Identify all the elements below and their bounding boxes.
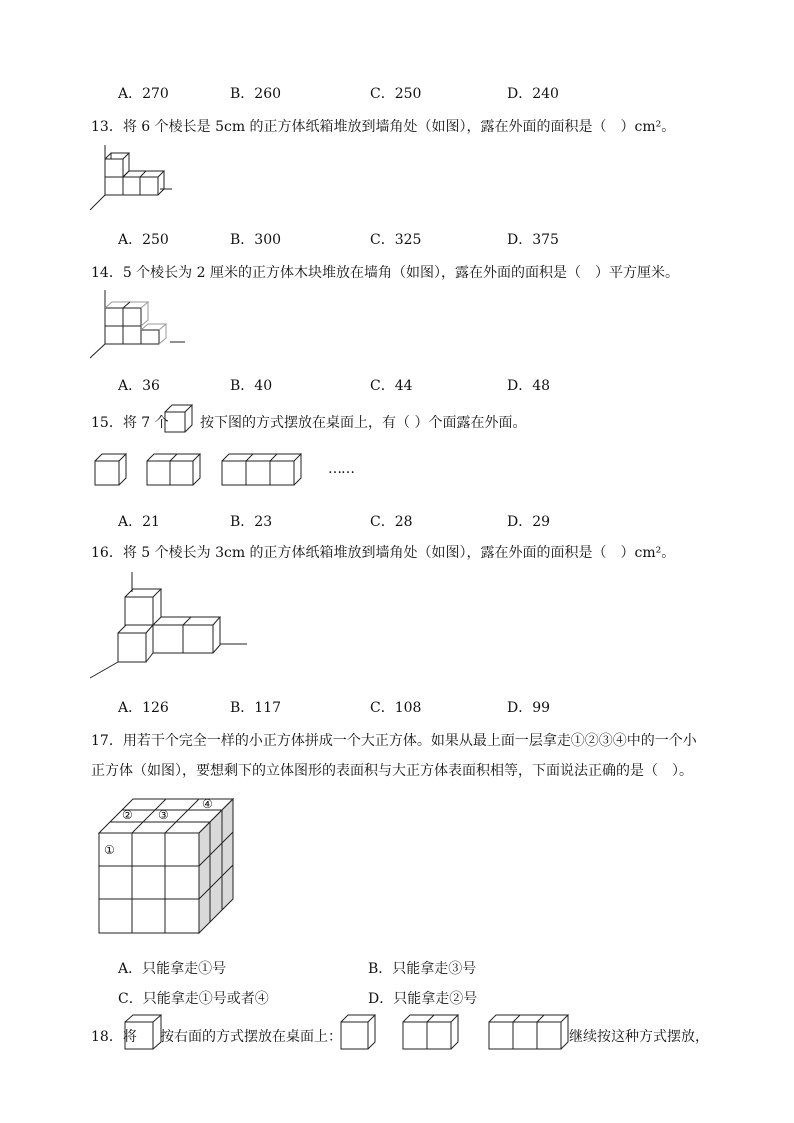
q14-text: 14．5 个棱长为 2 厘米的正方体木块堆放在墙角（如图），露在外面的面积是（ ）平方厘米。: [91, 265, 679, 281]
q14-option-c: C．44: [370, 378, 413, 394]
q16-option-c: C．108: [370, 700, 422, 716]
q12-option-c: C．250: [370, 86, 422, 102]
q17-option-c: C．只能拿走①号或者④: [118, 991, 269, 1007]
q13-option-a: A．250: [118, 232, 169, 248]
q15-option-c: C．28: [370, 514, 413, 530]
q12-option-b: B．260: [230, 86, 282, 102]
q16-option-d: D．99: [507, 700, 551, 716]
q15-inline-cube-icon: [164, 404, 194, 434]
q14-option-b: B．40: [230, 378, 273, 394]
q17-label-4: ④: [202, 797, 213, 811]
q18-text-after: 继续按这种方式摆放，: [569, 1029, 709, 1045]
q13-text: 13．将 6 个棱长是 5cm 的正方体纸箱堆放到墙角处（如图），露在外面的面积是（ ）cm²。: [91, 119, 676, 135]
q17-options-row1: [118, 958, 476, 978]
q17-option-a: A．只能拿走①号: [118, 961, 227, 977]
q16-figure: [90, 572, 260, 682]
q15-ellipsis: ……: [328, 461, 354, 477]
q17-line1: 17．用若干个完全一样的小正方体拼成一个大正方体。如果从最上面一层拿走①②③④中的一个小: [91, 733, 697, 749]
q17-line2: 正方体（如图），要想剩下的立体图形的表面积与大正方体表面积相等，下面说法正确的是（ ）。: [91, 763, 693, 779]
q17-options-row2: [118, 988, 477, 1008]
q18-figure: [340, 1014, 580, 1050]
q14-option-d: D．48: [507, 378, 551, 394]
q17-option-d: D．只能拿走②号: [368, 991, 478, 1007]
q16-text: 16．将 5 个棱长为 3cm 的正方体纸箱堆放到墙角处（如图），露在外面的面积是（ ）cm²。: [91, 545, 676, 561]
q15-text-after: 按下图的方式摆放在桌面上，有（ ）个面露在外面。: [200, 415, 527, 431]
q17-label-2: ②: [122, 808, 133, 822]
q13-option-d: D．375: [507, 232, 559, 248]
q12-option-d: D．240: [507, 86, 559, 102]
q12-options: [118, 83, 559, 103]
q16-option-b: B．117: [230, 700, 282, 716]
q14-options: [118, 375, 550, 395]
q13-figure: [90, 145, 180, 215]
q14-option-a: A．36: [118, 378, 160, 394]
q18-text-mid: 按右面的方式摆放在桌面上：: [160, 1029, 342, 1045]
q17-label-1: ①: [104, 843, 115, 857]
q18-inline-cube-icon: [124, 1014, 164, 1050]
q15-option-a: A．21: [118, 514, 160, 530]
q15-option-d: D．29: [507, 514, 551, 530]
q13-options: [118, 229, 559, 249]
q13-option-b: B．300: [230, 232, 282, 248]
q17-label-3: ③: [158, 808, 169, 822]
q16-option-a: A．126: [118, 700, 169, 716]
q12-option-a: A．270: [118, 86, 169, 102]
q17-option-b: B．只能拿走③号: [368, 961, 477, 977]
q13-option-c: C．325: [370, 232, 422, 248]
q14-figure: [90, 290, 190, 360]
q15-options: [118, 511, 550, 531]
q15-option-b: B．23: [230, 514, 273, 530]
q15-text-before: 15．将 7 个: [91, 415, 169, 431]
q18-text-before: 18．将: [91, 1029, 137, 1045]
q17-figure: [98, 798, 248, 943]
q16-options: [118, 697, 550, 717]
